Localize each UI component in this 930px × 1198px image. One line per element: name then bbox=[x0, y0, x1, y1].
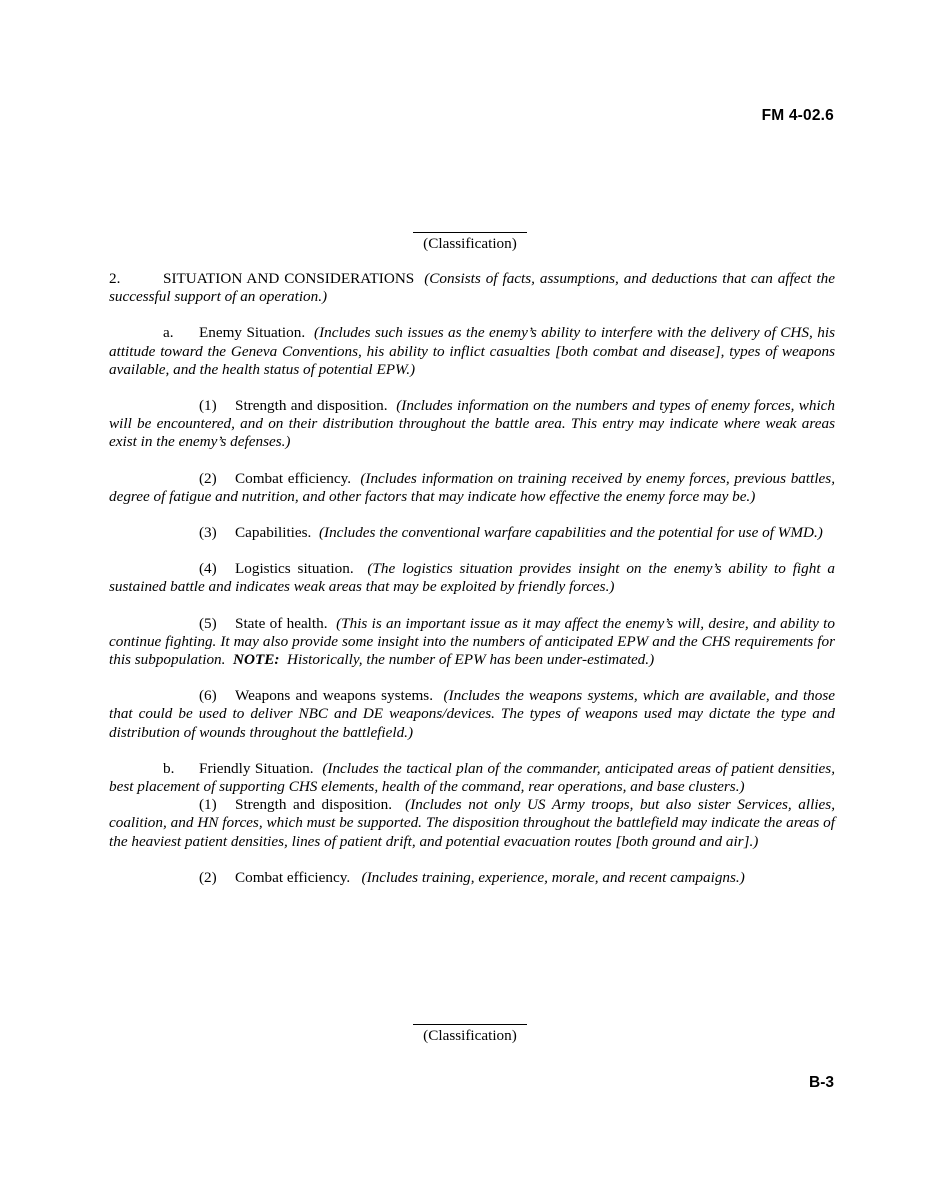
item-note: (Includes the conventional warfare capabilities and the potential for use of WMD.) bbox=[318, 524, 823, 542]
enemy-item-4 bbox=[109, 560, 835, 596]
item-number: (6) bbox=[199, 687, 217, 705]
classification-marking-bottom bbox=[0, 1024, 930, 1045]
friendly-item-1 bbox=[109, 796, 835, 851]
item-title: Combat efficiency. bbox=[235, 868, 351, 886]
section-number: 2. bbox=[109, 270, 121, 287]
item-note: (Includes training, experience, morale, and recent campaigns.) bbox=[361, 868, 745, 886]
friendly-situation-paragraph bbox=[109, 760, 835, 796]
item-number: (2) bbox=[199, 868, 217, 886]
item-title: State of health. bbox=[235, 614, 328, 632]
note-label: NOTE: bbox=[233, 651, 280, 669]
item-title: Capabilities. bbox=[235, 524, 312, 542]
item-number: (3) bbox=[199, 524, 217, 542]
item-note: (The logistics situation provides insight on the enemy’s ability to fight a sustained battle and indicates weak areas that may be exploited by friendly forces.) bbox=[109, 560, 836, 596]
enemy-situation-paragraph bbox=[109, 324, 835, 379]
section-note: (Consists of facts, assumptions, and deductions that can affect the successful support of an operation.) bbox=[109, 270, 836, 306]
item-number: (5) bbox=[199, 614, 217, 632]
item-title: Strength and disposition. bbox=[235, 796, 393, 814]
enemy-item-5 bbox=[109, 615, 835, 670]
classification-label: (Classification) bbox=[423, 235, 517, 252]
item-note: (Includes information on training received by enemy forces, previous battles, degree of fatigue and nutrition, and other factors that may indicate how effective the enemy force may be.) bbox=[109, 469, 836, 505]
manual-id: FM 4-02.6 bbox=[761, 107, 834, 124]
item-number: (2) bbox=[199, 469, 217, 487]
section-title: SITUATION AND CONSIDERATIONS bbox=[163, 270, 415, 287]
friendly-item-2 bbox=[109, 869, 835, 887]
subsection-note: (Includes the tactical plan of the commander, anticipated areas of patient densities, best placement of supporting CHS elements, health of the command, rear operations, and base clusters.) bbox=[109, 759, 836, 796]
item-note: (Includes information on the numbers and types of enemy forces, which will be encountered, and on their distribution throughout the battle area. This entry may indicate where weak areas exist in the enemy’s defenses.) bbox=[109, 397, 836, 451]
classification-blank-line bbox=[413, 1024, 527, 1025]
item-note-tail: Historically, the number of EPW has been under-estimated.) bbox=[287, 651, 655, 669]
enemy-item-3 bbox=[109, 524, 835, 542]
document-body bbox=[109, 270, 835, 887]
subsection-note: (Includes such issues as the enemy’s ability to interfere with the delivery of CHS, his attitude toward the Geneva Conventions, his ability to inflict casualties [both combat and disease], types of weapons available, and the health status of potential EPW.) bbox=[109, 324, 835, 378]
item-number: (1) bbox=[199, 796, 217, 814]
item-title: Logistics situation. bbox=[235, 560, 354, 578]
item-title: Strength and disposition. bbox=[235, 397, 388, 415]
item-number: (4) bbox=[199, 560, 217, 578]
subsection-title: Friendly Situation. bbox=[199, 759, 314, 777]
item-title: Weapons and weapons systems. bbox=[235, 687, 433, 705]
item-note: (This is an important issue as it may affect the enemy’s will, desire, and ability to continue fighting. It may also provide some insight into the numbers of anticipated EPW and the CHS requirements for this subpopulation. bbox=[109, 614, 835, 669]
classification-label: (Classification) bbox=[423, 1027, 517, 1044]
subsection-title: Enemy Situation. bbox=[199, 324, 306, 342]
item-title: Combat efficiency. bbox=[235, 469, 351, 487]
enemy-item-6 bbox=[109, 687, 835, 742]
item-note: (Includes the weapons systems, which are available, and those that could be used to deliver NBC and DE weapons/devices. The types of weapons used may dictate the type and distribution of wounds throughout the battlefield.) bbox=[109, 687, 835, 741]
page-number: B-3 bbox=[809, 1074, 834, 1091]
enemy-item-1 bbox=[109, 397, 835, 452]
section-2-paragraph bbox=[109, 270, 835, 306]
classification-blank-line bbox=[413, 232, 527, 233]
classification-marking-top bbox=[0, 232, 930, 253]
subsection-label: a. bbox=[163, 324, 174, 342]
item-note: (Includes not only US Army troops, but also sister Services, allies, coalition, and HN forces, which must be supported. The disposition throughout the battlefield may indicate the areas of the heaviest patient densities, lines of patient drift, and potential evacuation routes [both ground and air].) bbox=[109, 796, 835, 850]
subsection-label: b. bbox=[163, 759, 175, 777]
enemy-item-2 bbox=[109, 470, 835, 506]
item-number: (1) bbox=[199, 397, 217, 415]
